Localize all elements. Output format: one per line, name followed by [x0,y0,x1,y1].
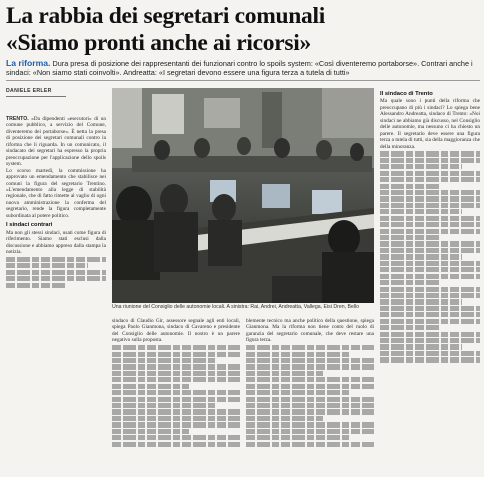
text-line [112,364,240,369]
dateline: TRENTO. [6,116,29,122]
text-line [6,283,66,288]
text-line [380,151,480,156]
text-line [246,422,374,427]
text-line [380,209,462,214]
text-line [246,345,374,350]
column-1-intro: «Da dipendenti «esecutori» di un comune pubblico, a servizio del Comune, diventeremo dei portaborse». È netta la presa di posizione dei segretari comunali contro la riforma che li riguarda. In un comunicato, il sindacato dei segretari ha espresso la propria preoccupazione per l'applicazione dello spoils system. [6,116,106,168]
article-headline [6,3,480,57]
text-line [380,203,480,208]
text-line [380,351,480,356]
text-line [380,338,480,343]
photo-caption: Una riunione del Consiglio delle autonomie locali. A sinistra: Rai, Andrei, Andreatta, Vallega, Eisi Dren, Bello [112,304,360,310]
text-line [380,190,480,195]
text-line [380,312,480,317]
text-line [246,409,374,414]
text-line [6,276,106,281]
headline-line-2: «Siamo pronti anche ai ricorsi» [6,30,311,56]
text-line [380,248,480,253]
text-line [380,261,480,266]
text-line [380,357,480,362]
article-column-4 [380,88,480,475]
text-line [380,344,462,349]
text-line [380,293,480,298]
text-line [380,325,440,330]
text-line [112,409,240,414]
text-line [246,397,374,402]
text-line [6,270,106,275]
summary-text: Dura presa di posizione dei rappresentanti dei funzionari contro lo spoils system: «Così diventeremo portaborse». Contrari anche i sindaci: «Non siamo stati coinvolti». Andreatta: «I segretari devono essere una figura terza a tutela di tutti» [6,59,473,78]
text-line [380,158,480,163]
text-line [246,442,374,447]
text-line [380,299,462,304]
text-line [380,229,480,234]
header-divider [6,80,480,81]
text-line [246,403,374,408]
headline-line-1: La rabbia dei segretari comunali [6,3,325,29]
text-line [380,171,480,176]
text-line [112,358,217,363]
text-line [246,358,374,363]
text-line [246,416,323,421]
text-line [380,216,480,221]
text-line [246,390,351,395]
text-line [112,422,240,427]
column-4-text: Ma quale sono i punti della riforma che preoccupano di più i sindaci? Lo spiega bene Alessandro Andreatta, sindaco di Trento: «Noi sindaci ne abbiamo già discusso, nel Consiglio delle autonomie, ma nessuno ci ha chiesto un parere. Il segretario deve essere una figura terza a tutela di tutti, sia della maggioranza che della minoranza. [380,98,480,150]
meeting-room-image [112,88,374,303]
text-line [380,196,480,201]
text-line [112,397,240,402]
text-line [380,235,440,240]
text-line [246,429,374,434]
article-column-3 [246,318,374,475]
article-summary [6,59,480,77]
text-line [246,435,351,440]
text-line [112,442,240,447]
text-line [380,306,480,311]
text-line [112,416,240,421]
text-line [380,241,480,246]
text-line [6,263,88,268]
text-line [380,319,480,324]
summary-kicker: La riforma. [6,58,51,68]
text-line [380,280,440,285]
text-line [112,390,240,395]
text-line [246,377,374,382]
text-line [380,184,440,189]
text-line [112,371,240,376]
column-1-body-2: Ma non gli stessi sindaci, usati come figura di riferimento. Siamo stati esclusi dalla discussione e abbiamo appreso dalla stampa la notizia. [6,229,106,256]
text-line [380,177,480,182]
text-line [246,352,351,357]
text-line [380,287,480,292]
text-line [380,222,480,227]
text-line [112,377,240,382]
text-line [246,364,374,369]
column-1-body: Lo scorso martedì, la commissione ha approvato un emendamento che stabilisce nei comuni la figura del segretario Trentino. «L'emendamento alla legge di stabilità regionale, che di fatto rimette al vaglio di ogni nuova amministrazione la conferma del segretario, rende la figura completamente subordinata al potere politico. [6,167,106,219]
text-line [112,435,240,440]
column-2-text: sindaco di Claudio Gir, assessore segnale agli enti locali, spiega Paolo Gianmona, sindaco di Cavareno e presidente del Consiglio delle autonomie. Il nostro è un parere negativo sulla proposta. [112,318,240,344]
section-subhead-sindaci: I sindaci contrari [6,222,53,229]
text-line [6,257,106,262]
text-line [380,267,480,272]
text-line [112,352,240,357]
text-line [112,403,217,408]
byline-divider [6,96,66,97]
column-3-text: blemente tecnico ma anche politico della questione, spiega Gianmona. Ma la riforma non tiene conto del ruolo di garanzia del segretario comunale, che deve restare una figura terza. [246,318,374,344]
text-line [380,164,462,169]
byline: DANIELE ERLER [6,88,52,94]
text-line [380,332,480,337]
text-line [112,384,189,389]
text-line [246,371,323,376]
text-line [112,429,189,434]
text-line [380,254,462,259]
article-column-1 [6,116,106,475]
text-line [246,384,374,389]
article-column-2 [112,318,240,475]
text-line [380,274,480,279]
text-line [112,345,240,350]
meeting-photo [112,88,374,303]
section-subhead-trento: Il sindaco di Trento [380,91,433,97]
